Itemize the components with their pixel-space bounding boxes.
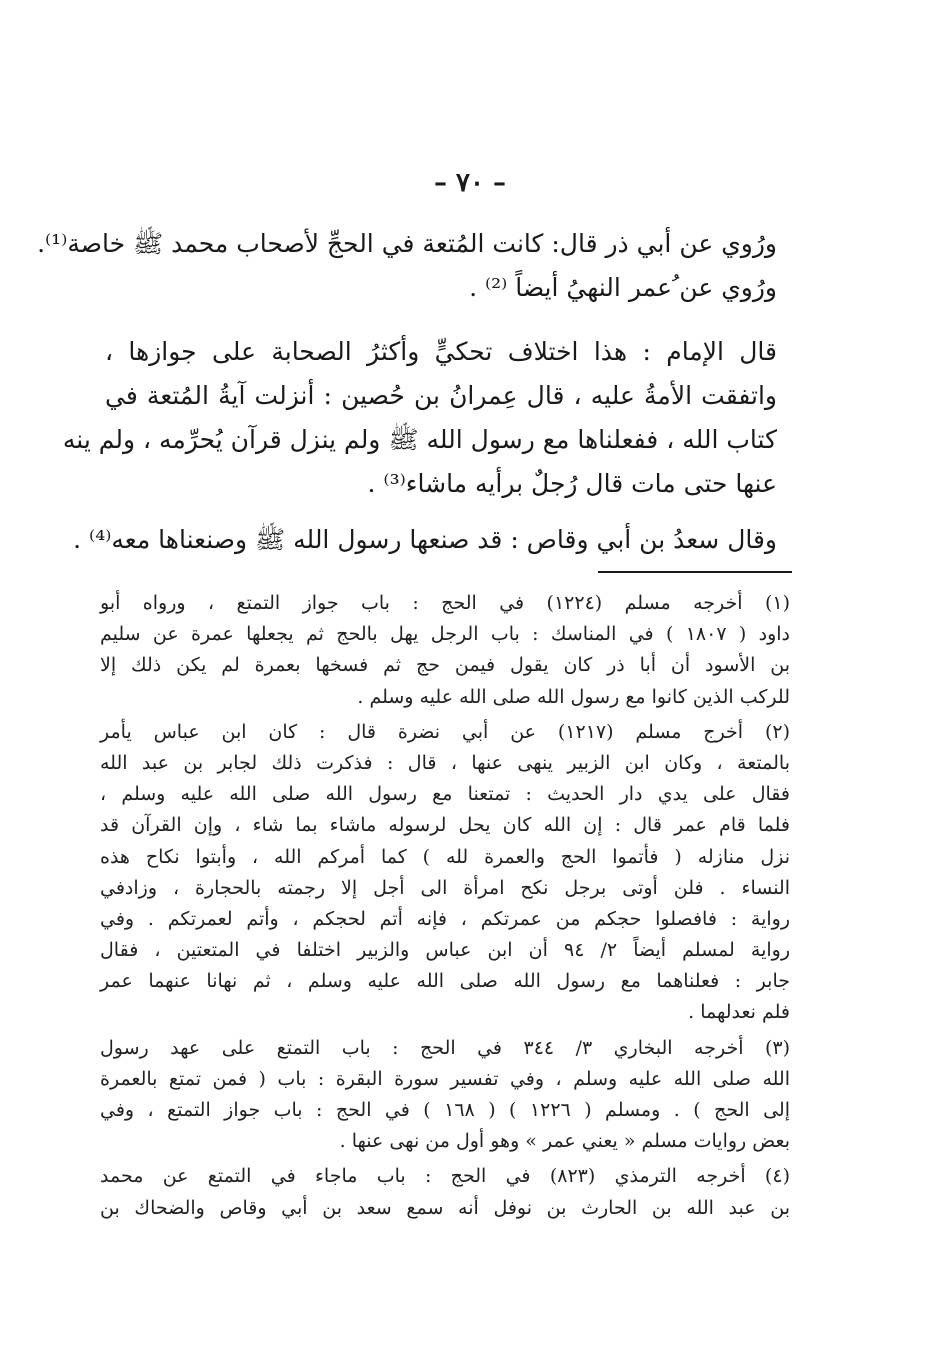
main-paragraph-1 <box>37 222 777 310</box>
text-line: كتاب الله ، ففعلناها مع رسول الله ﷺ ولم ينزل قرآن يُحرِّمه ، ولم ينه <box>62 425 777 454</box>
footnote-4 <box>100 1161 790 1223</box>
footnote-line: النساء . فلن أوتى برجل نكح امرأة الى أجل إلا رجمته بالحجارة ، وزادفي <box>100 876 790 899</box>
main-paragraph-2 <box>62 330 777 506</box>
footnote-line: بن عبد الله بن الحارث بن نوفل أنه سمع سعد بن أبي وقاص والضحاك بن <box>100 1196 790 1219</box>
text-line: وقال سعدُ بن أبي وقاص : قد صنعها رسول الله ﷺ وصنعناها معه⁽⁴⁾ . <box>73 525 777 554</box>
footnote-line: بالمتعة ، وكان ابن الزبير ينهى عنها ، قال : فذكرت ذلك لجابر بن عبد الله <box>100 751 790 774</box>
footnote-1 <box>100 588 790 713</box>
footnote-line: رواية لمسلم أيضاً ٢/ ٩٤ أن ابن عباس والزبير اختلفا في المتعتين ، فقال <box>100 939 790 962</box>
footnote-2 <box>100 717 790 1029</box>
main-paragraph-3 <box>73 518 777 562</box>
footnote-line: رواية : فافصلوا حجكم من عمرتكم ، فإنه أتم لحجكم ، وأتم لعمرتكم . وفي <box>100 907 790 930</box>
footnote-line: فقال على يدي دار الحديث : تمتعنا مع رسول الله صلى الله عليه وسلم ، <box>100 783 790 806</box>
footnote-line: الله صلى الله عليه وسلم ، وفي تفسير سورة البقرة : باب ( فمن تمتع بالعمرة <box>100 1067 790 1090</box>
footnote-line: فلم نعدلهما . <box>688 1001 790 1024</box>
text-line: واتفقت الأمةُ عليه ، قال عِمرانُ بن حُصين : أنزلت آيةُ المُتعة في <box>105 381 777 410</box>
footnote-line: بعض روايات مسلم « يعني عمر » وهو أول من نهى عنها . <box>339 1130 790 1153</box>
footnote-line: (٣) أخرجه البخاري ٣/ ٣٤٤ في الحج : باب التمتع على عهد رسول <box>100 1036 790 1059</box>
footnote-line: داود ( ١٨٠٧ ) في المناسك : باب الرجل يهل بالحج ثم يجعلها عمرة عن سليم <box>100 623 791 646</box>
footnote-line: (٢) أخرج مسلم (١٢١٧) عن أبي نضرة قال : كان ابن عباس يأمر <box>100 720 790 743</box>
page-number: – ٧٠ – <box>433 168 507 198</box>
footnote-line: فلما قام عمر قال : إن الله كان يحل لرسوله ماشاء بما شاء ، وإن القرآن قد <box>100 814 790 837</box>
footnote-3 <box>100 1033 790 1158</box>
text-line: ورُوي عن أبي ذر قال: كانت المُتعة في الحجِّ لأصحاب محمد ﷺ خاصة⁽¹⁾. <box>37 229 777 258</box>
footnote-line: (١) أخرجه مسلم (١٢٢٤) في الحج : باب جواز التمتع ، ورواه أبو <box>100 592 790 614</box>
footnote-line: إلى الحج ) . ومسلم ( ١٢٢٦ ) ( ١٦٨ ) في الحج : باب جواز التمتع ، وفي <box>100 1099 790 1121</box>
text-line: ورُوي عن ُعمر النهيُ أيضاً ⁽²⁾ . <box>469 273 777 302</box>
footnote-line: نزل منازله ( فأتموا الحج والعمرة لله ) كما أمركم الله ، وأبتوا نكاح هذه <box>100 845 790 868</box>
footnote-line: جابر : فعلناهما مع رسول الله صلى الله عليه وسلم ، ثم نهانا عنهما عمر <box>100 970 790 993</box>
footnote-line: بن الأسود أن أبا ذر كان يقول فيمن حج ثم فسخها بعمرة لم يكن ذلك إلا <box>100 654 790 677</box>
text-line: عنها حتى مات قال رُجلٌ برأيه ماشاء⁽³⁾ . <box>367 469 777 498</box>
footnote-divider <box>598 571 792 573</box>
text-line: قال الإمام : هذا اختلاف تحكيٍّ وأكثرُ الصحابة على جوازها ، <box>105 337 777 366</box>
footnote-line: للركب الذين كانوا مع رسول الله صلى الله عليه وسلم . <box>357 685 790 708</box>
footnote-line: (٤) أخرجه الترمذي (٨٢٣) في الحج : باب ماجاء في التمتع عن محمد <box>100 1165 790 1188</box>
footnotes <box>100 588 790 1228</box>
